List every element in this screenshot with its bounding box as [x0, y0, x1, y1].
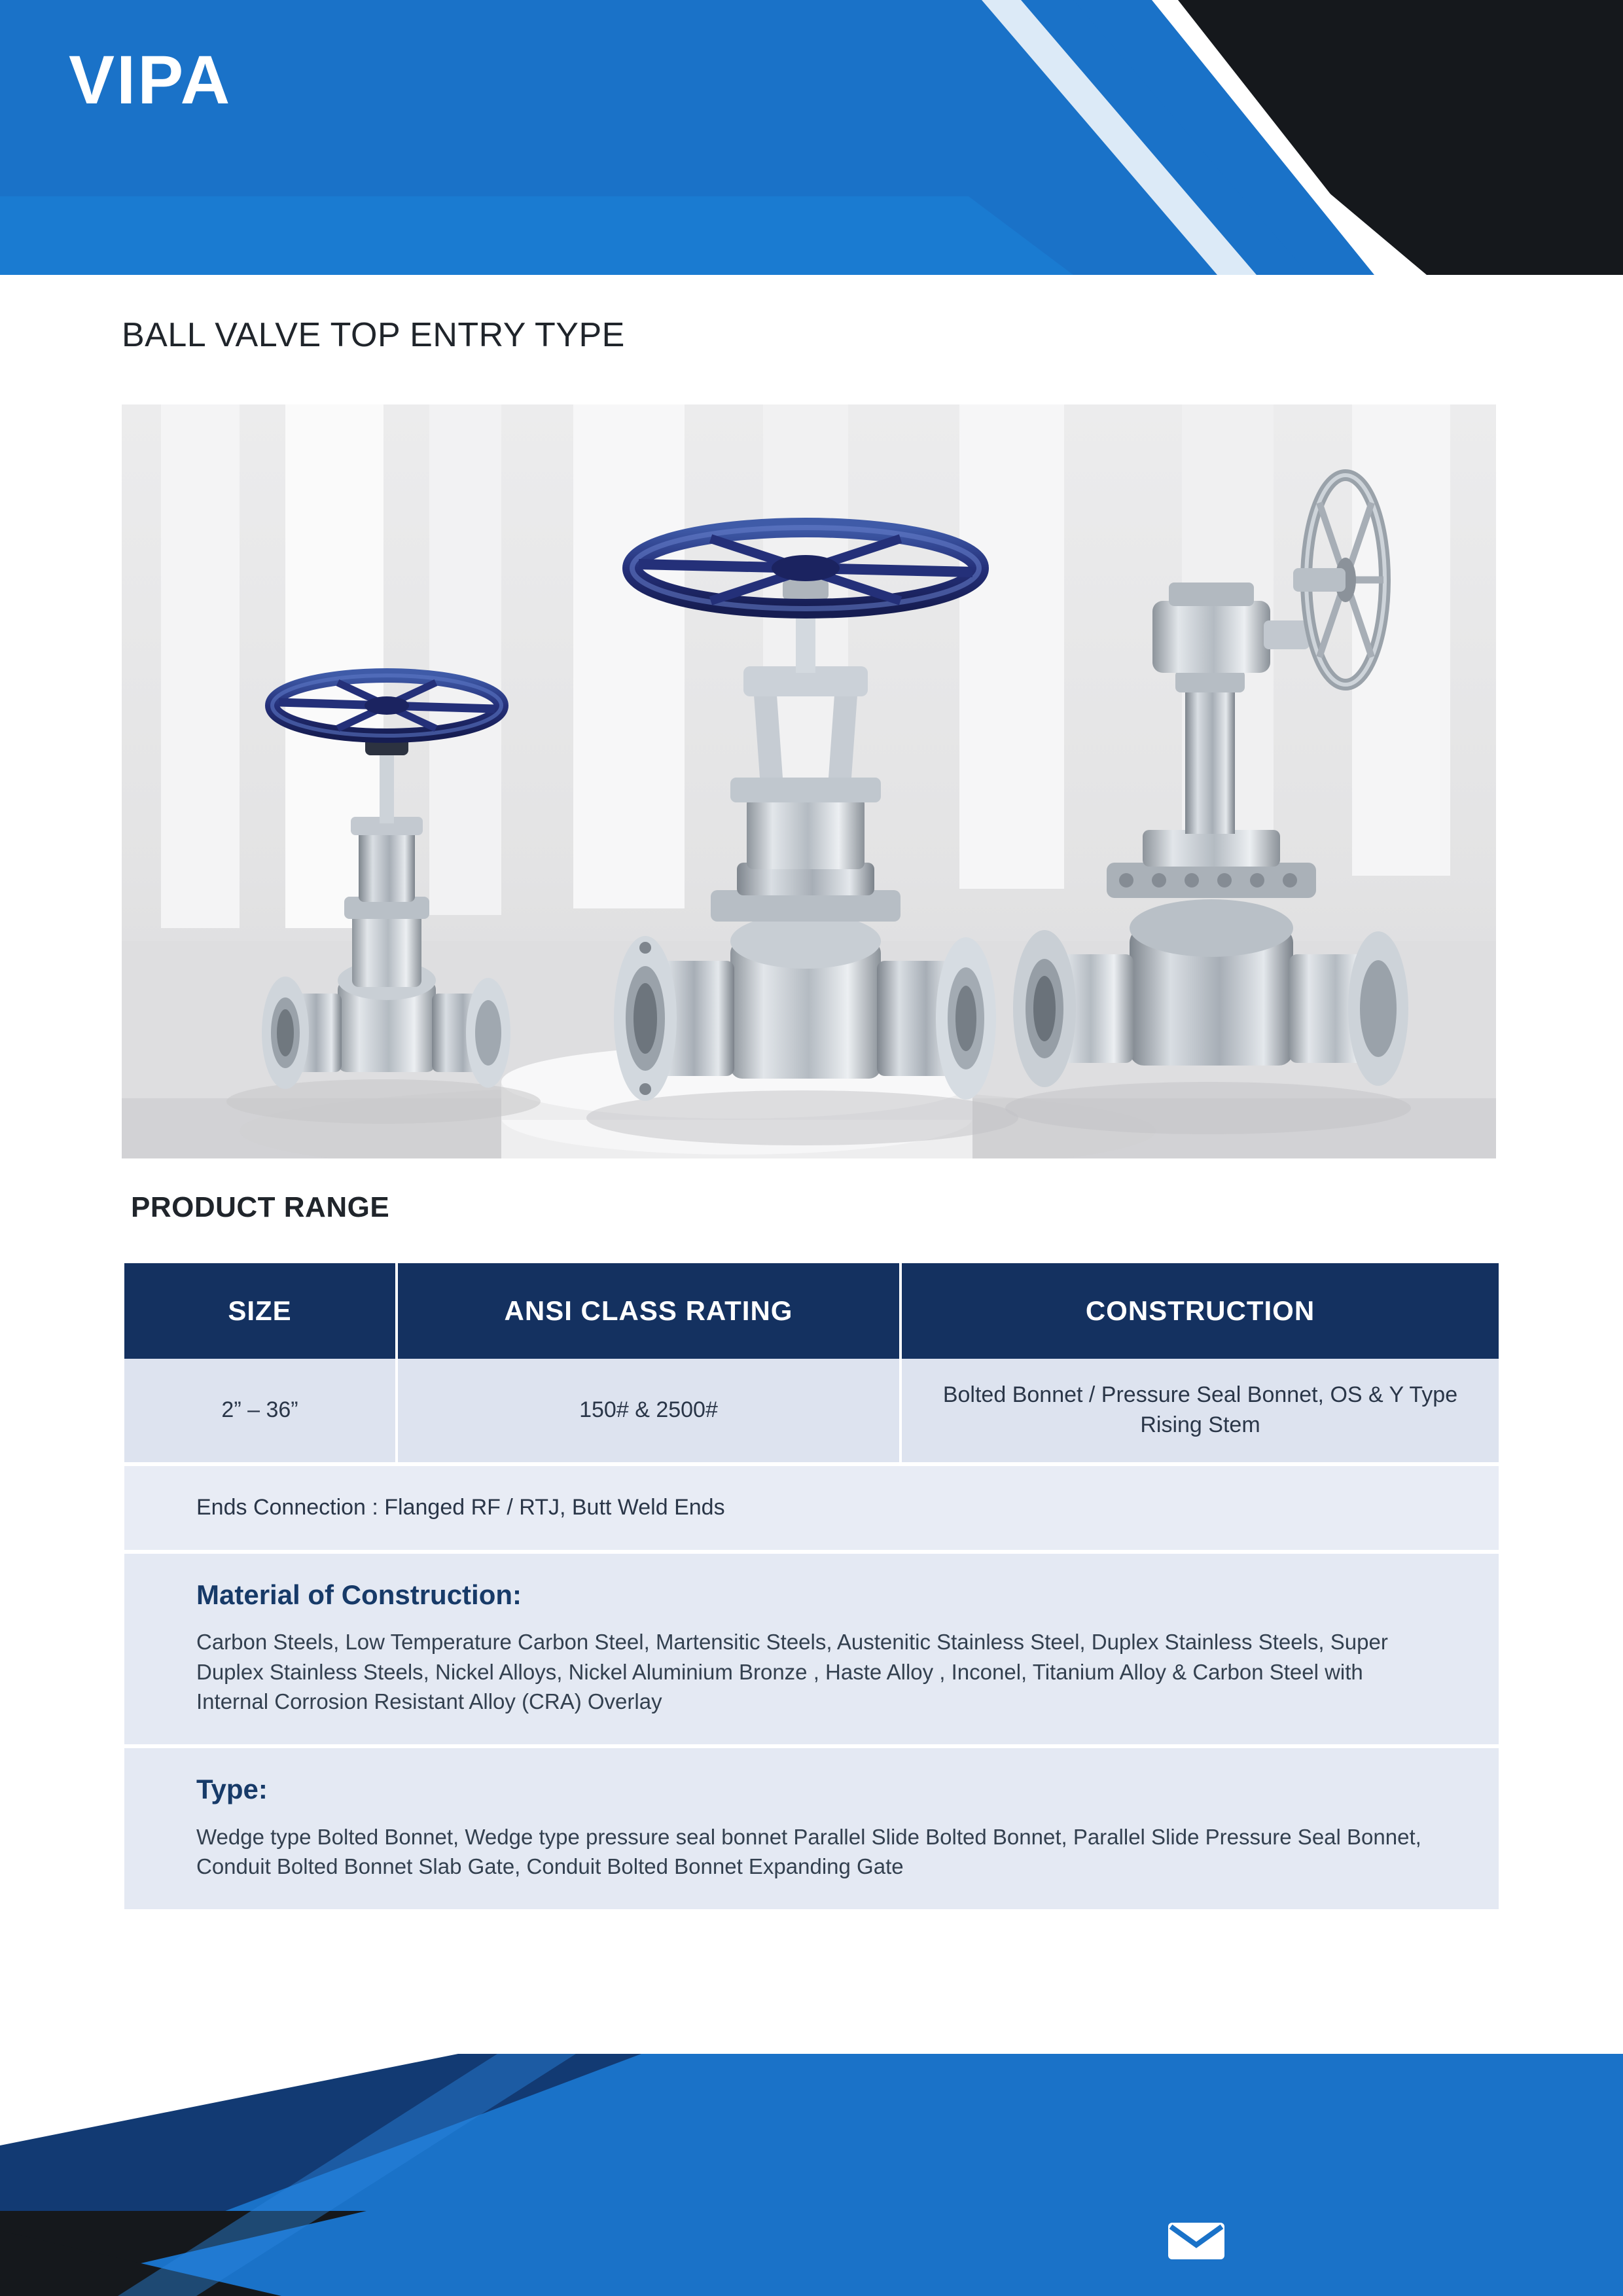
product-range-table — [124, 1263, 1499, 1909]
page-title: BALL VALVE TOP ENTRY TYPE — [122, 316, 625, 354]
material-of-construction-block — [124, 1554, 1499, 1744]
type-title: Type: — [196, 1773, 268, 1804]
cell-construction: Bolted Bonnet / Pressure Seal Bonnet, OS & Y Type Rising Stem — [902, 1359, 1499, 1462]
top-banner — [0, 0, 1623, 275]
table-header-ansi-class-rating: ANSI CLASS RATING — [398, 1263, 902, 1359]
top-banner-graphic — [0, 0, 1623, 275]
material-title: Material of Construction: — [196, 1579, 522, 1610]
type-block — [124, 1748, 1499, 1909]
bottom-banner-graphic — [0, 2015, 1623, 2296]
product-range-heading: PRODUCT RANGE — [131, 1191, 390, 1223]
material-body: Carbon Steels, Low Temperature Carbon Steel, Martensitic Steels, Austenitic Stainless Steel, Duplex Stainless Steels, Super Duplex Stainless Steels, Nickel Alloys, Nickel Aluminium Bronze , Haste Alloy , Inconel, Titanium Alloy & Carbon Steel with Internal Corrosion Resistant Alloy (CRA) Overlay — [196, 1630, 1388, 1714]
cell-size: 2” – 36” — [124, 1359, 398, 1462]
table-row — [124, 1359, 1499, 1462]
ends-connection-band: Ends Connection : Flanged RF / RTJ, Butt Weld Ends — [124, 1466, 1499, 1550]
type-body: Wedge type Bolted Bonnet, Wedge type pressure seal bonnet Parallel Slide Bolted Bonnet, Parallel Slide Pressure Seal Bonnet, Conduit Bolted Bonnet Slab Gate, Conduit Bolted Bonnet Expanding Gate — [196, 1824, 1421, 1879]
valve-product-photo — [122, 404, 1496, 1158]
table-header-row — [124, 1263, 1499, 1359]
brand-logo: VIPA — [69, 42, 232, 118]
cell-ansi-class-rating: 150# & 2500# — [398, 1359, 902, 1462]
product-image — [122, 404, 1496, 1158]
bottom-banner — [0, 2015, 1623, 2296]
table-header-size: SIZE — [124, 1263, 398, 1359]
table-header-construction: CONSTRUCTION — [902, 1263, 1499, 1359]
mail-icon[interactable] — [1167, 2220, 1226, 2262]
